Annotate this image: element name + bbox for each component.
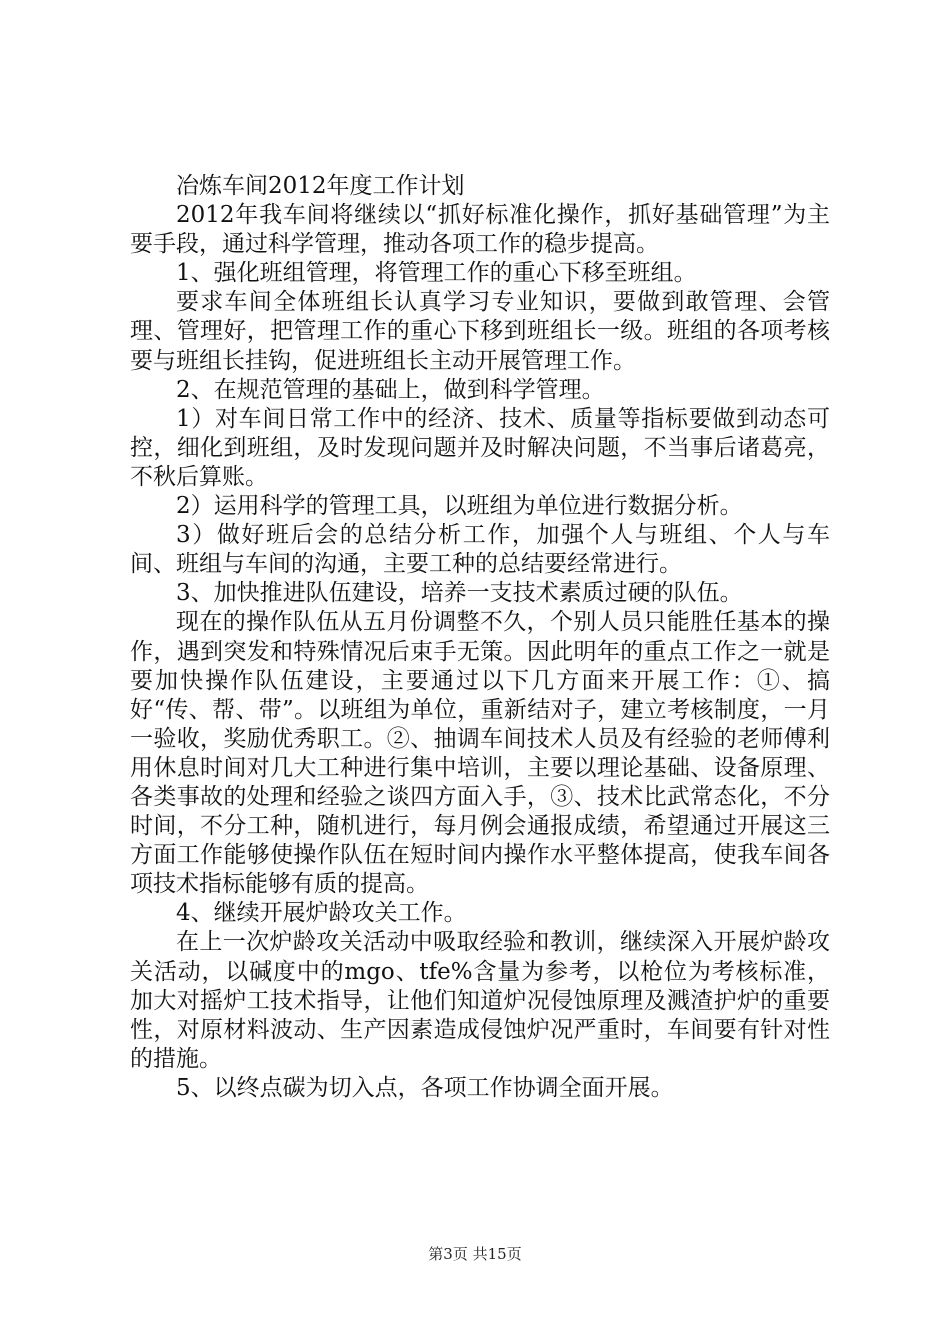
paragraph-item-2: 2）运用科学的管理工具，以班组为单位进行数据分析。: [176, 493, 743, 520]
document-title: 冶炼车间2012年度工作计划: [176, 173, 465, 199]
section-heading-2: 2、在规范管理的基础上，做到科学管理。: [176, 376, 605, 403]
paragraph-item-1: 1）对车间日常工作中的经济、技术、质量等指标要做到动态可控，细化到班组，及时发现问题并及时解决问题，不当事后诸葛亮，不秋后算账。: [130, 405, 830, 490]
paragraph-team-management: 要求车间全体班组长认真学习专业知识，要做到敢管理、会管理、管理好，把管理工作的重心下移到班组长一级。班组的各项考核要与班组长挂钩，促进班组长主动开展管理工作。: [130, 289, 830, 374]
section-heading-1: 1、强化班组管理，将管理工作的重心下移至班组。: [176, 260, 697, 287]
section-heading-5: 5、以终点碳为切入点，各项工作协调全面开展。: [176, 1074, 674, 1101]
section-heading-3: 3、加快推进队伍建设，培养一支技术素质过硬的队伍。: [176, 580, 743, 607]
paragraph-team-building: 现在的操作队伍从五月份调整不久，个别人员只能胜任基本的操作，遇到突发和特殊情况后束手无策。因此明年的重点工作之一就是要加快操作队伍建设，主要通过以下几方面来开展工作：①、搞好“传、帮、带”。以班组为单位，重新结对子，建立考核制度，一月一验收，奖励优秀职工。②、抽调车间技术人员及有经验的老师傅利用休息时间对几大工种进行集中培训，主要以理论基础、设备原理、各类事故的处理和经验之谈四方面入手，③、技术比武常态化，不分时间，不分工种，随机进行，每月例会通报成绩，希望通过开展这三方面工作能够使操作队伍在短时间内操作水平整体提高，使我车间各项技术指标能够有质的提高。: [130, 609, 830, 898]
paragraph-intro: 2012年我车间将继续以“抓好标准化操作，抓好基础管理”为主要手段，通过科学管理，推动各项工作的稳步提高。: [130, 202, 830, 258]
paragraph-item-3: 3）做好班后会的总结分析工作，加强个人与班组、个人与车间、班组与车间的沟通，主要工种的总结要经常进行。: [130, 522, 830, 578]
paragraph-furnace-life: 在上一次炉龄攻关活动中吸取经验和教训，继续深入开展炉龄攻关活动，以碱度中的mgo、tfe%含量为参考，以枪位为考核标准，加大对摇炉工技术指导，让他们知道炉况侵蚀原理及溅渣护炉的重要性，对原材料波动、生产因素造成侵蚀炉况严重时，车间要有针对性的措施。: [130, 929, 830, 1072]
section-heading-4: 4、继续开展炉龄攻关工作。: [176, 900, 467, 927]
document-body: [130, 172, 830, 1103]
page-footer: 第3页 共15页: [428, 1245, 522, 1263]
